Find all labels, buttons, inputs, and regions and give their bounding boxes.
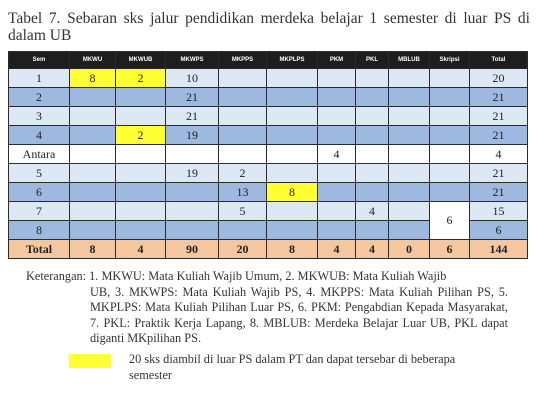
table-cell: [389, 88, 430, 107]
table-cell: [70, 221, 116, 240]
table-row: [9, 183, 528, 202]
table-cell: 1: [9, 69, 70, 88]
table-cell: [318, 202, 356, 221]
table-cell: [166, 183, 219, 202]
table-cell: 19: [166, 126, 219, 145]
table-cell: [356, 69, 389, 88]
table-cell: 4: [318, 240, 356, 259]
table-cell: [267, 221, 318, 240]
table-cell: 21: [470, 88, 528, 107]
table-cell: [318, 69, 356, 88]
table-cell: 0: [389, 240, 430, 259]
table-cell: [219, 221, 267, 240]
header-mkpps: MKPPS: [219, 52, 267, 69]
table-row: [9, 126, 528, 145]
table-cell: [70, 107, 116, 126]
table-cell: [356, 221, 389, 240]
table-total-row: [9, 240, 528, 259]
table-cell: 4: [9, 126, 70, 145]
table-cell-skripsi-merged: 6: [430, 202, 470, 240]
table-caption: Tabel 7. Sebaran sks jalur pendidikan merdeka belajar 1 semester di luar PS di dalam UB: [8, 10, 530, 44]
table-cell: [356, 145, 389, 164]
table-cell: [166, 202, 219, 221]
table-cell: 21: [470, 164, 528, 183]
table-cell: 8: [70, 240, 116, 259]
table-cell: [219, 88, 267, 107]
table-cell: [267, 107, 318, 126]
table-cell: [116, 88, 166, 107]
table-cell: [116, 164, 166, 183]
table-cell: 5: [219, 202, 267, 221]
sks-distribution-table: [8, 51, 528, 259]
table-cell: Antara: [9, 145, 70, 164]
notes-lead: Keterangan: 1. MKWU: Mata Kuliah Wajib Umum, 2. MKWUB: Mata Kuliah Wajib: [26, 269, 447, 283]
table-cell: [70, 202, 116, 221]
table-cell: [318, 88, 356, 107]
table-cell: [267, 145, 318, 164]
table-header-row: [9, 52, 528, 69]
table-cell: [70, 164, 116, 183]
table-cell: [430, 183, 470, 202]
table-row: [9, 145, 528, 164]
table-cell: 2: [219, 164, 267, 183]
table-cell: 6: [9, 183, 70, 202]
table-cell: [116, 107, 166, 126]
table-row: [9, 202, 528, 221]
table-cell: [356, 164, 389, 183]
header-pkm: PKM: [318, 52, 356, 69]
table-cell: [356, 183, 389, 202]
table-cell: 5: [9, 164, 70, 183]
table-cell: 7: [9, 202, 70, 221]
table-cell: [116, 202, 166, 221]
header-mkwu: MKWU: [70, 52, 116, 69]
table-cell: 2: [116, 126, 166, 145]
table-cell: 8: [267, 240, 318, 259]
table-cell: 20: [219, 240, 267, 259]
table-cell: [389, 164, 430, 183]
table-cell: [70, 145, 116, 164]
table-cell: [318, 107, 356, 126]
table-cell: [389, 221, 430, 240]
table-cell: [70, 88, 116, 107]
table-cell: 4: [318, 145, 356, 164]
table-cell: 2: [9, 88, 70, 107]
table-row: [9, 69, 528, 88]
table-row: [9, 164, 528, 183]
table-cell: 2: [116, 69, 166, 88]
table-cell: 8: [267, 183, 318, 202]
header-sem: Sem: [9, 52, 70, 69]
table-cell: 6: [470, 221, 528, 240]
table-cell: 13: [219, 183, 267, 202]
table-cell: 3: [9, 107, 70, 126]
table-cell: 4: [470, 145, 528, 164]
table-cell: [70, 126, 116, 145]
header-total: Total: [470, 52, 528, 69]
legend-swatch-yellow: [69, 354, 111, 368]
table-cell: [389, 126, 430, 145]
table-cell: 90: [166, 240, 219, 259]
table-cell: [219, 145, 267, 164]
table-cell: 8: [70, 69, 116, 88]
table-cell: 4: [356, 240, 389, 259]
table-cell: 21: [470, 183, 528, 202]
table-cell: [430, 126, 470, 145]
table-cell: [356, 88, 389, 107]
table-cell: [389, 145, 430, 164]
table-cell: [430, 145, 470, 164]
table-cell: 21: [470, 107, 528, 126]
table-cell: [356, 107, 389, 126]
table-cell: 19: [166, 164, 219, 183]
table-cell: [267, 202, 318, 221]
table-cell: [318, 221, 356, 240]
table-cell: [267, 164, 318, 183]
table-cell: [430, 107, 470, 126]
header-mkwps: MKWPS: [166, 52, 219, 69]
table-cell: [318, 164, 356, 183]
table-cell: 8: [9, 221, 70, 240]
table-cell: Total: [9, 240, 70, 259]
table-cell: [116, 221, 166, 240]
table-cell: [389, 107, 430, 126]
table-cell: [389, 202, 430, 221]
table-notes: [26, 269, 508, 347]
table-cell: [166, 221, 219, 240]
table-cell: [267, 69, 318, 88]
table-row: [9, 107, 528, 126]
table-cell: 144: [470, 240, 528, 259]
table-cell: [219, 69, 267, 88]
table-cell: 6: [430, 240, 470, 259]
header-mblub: MBLUB: [389, 52, 430, 69]
header-pkl: PKL: [356, 52, 389, 69]
table-cell: 21: [166, 107, 219, 126]
table-cell: [219, 107, 267, 126]
table-cell: [356, 126, 389, 145]
table-cell: 21: [470, 126, 528, 145]
table-cell: 21: [166, 88, 219, 107]
table-cell: 20: [470, 69, 528, 88]
table-cell: 15: [470, 202, 528, 221]
table-cell: 10: [166, 69, 219, 88]
table-cell: [430, 69, 470, 88]
table-cell: [318, 126, 356, 145]
table-cell: [166, 145, 219, 164]
legend-text: 20 sks diambil di luar PS dalam PT dan dapat tersebar di beberapa semester: [129, 352, 456, 382]
table-cell: [116, 183, 166, 202]
table-cell: [267, 88, 318, 107]
table-row: [9, 88, 528, 107]
header-skripsi: Skripsi: [430, 52, 470, 69]
header-mkwub: MKWUB: [116, 52, 166, 69]
table-cell: [70, 183, 116, 202]
table-cell: [430, 88, 470, 107]
table-cell: [389, 69, 430, 88]
notes-body: UB, 3. MKWPS: Mata Kuliah Wajib PS, 4. MKPPS: Mata Kuliah Pilihan PS, 5. MKPLPS: Mata Kuliah Pilihan Luar PS, 6. PKM: Pengabdian Kepada Masyarakat, 7. PKL: Praktik Kerja Lapang, 8. MBLUB: Merdeka Belajar Luar UB, PKL dapat diganti MKpilihan PS.: [90, 284, 508, 345]
header-mkplps: MKPLPS: [267, 52, 318, 69]
table-cell: 4: [116, 240, 166, 259]
table-cell: [430, 164, 470, 183]
table-cell: [267, 126, 318, 145]
table-cell: [318, 183, 356, 202]
table-cell: [219, 126, 267, 145]
table-cell: [116, 145, 166, 164]
table-cell: 4: [356, 202, 389, 221]
table-cell: [389, 183, 430, 202]
